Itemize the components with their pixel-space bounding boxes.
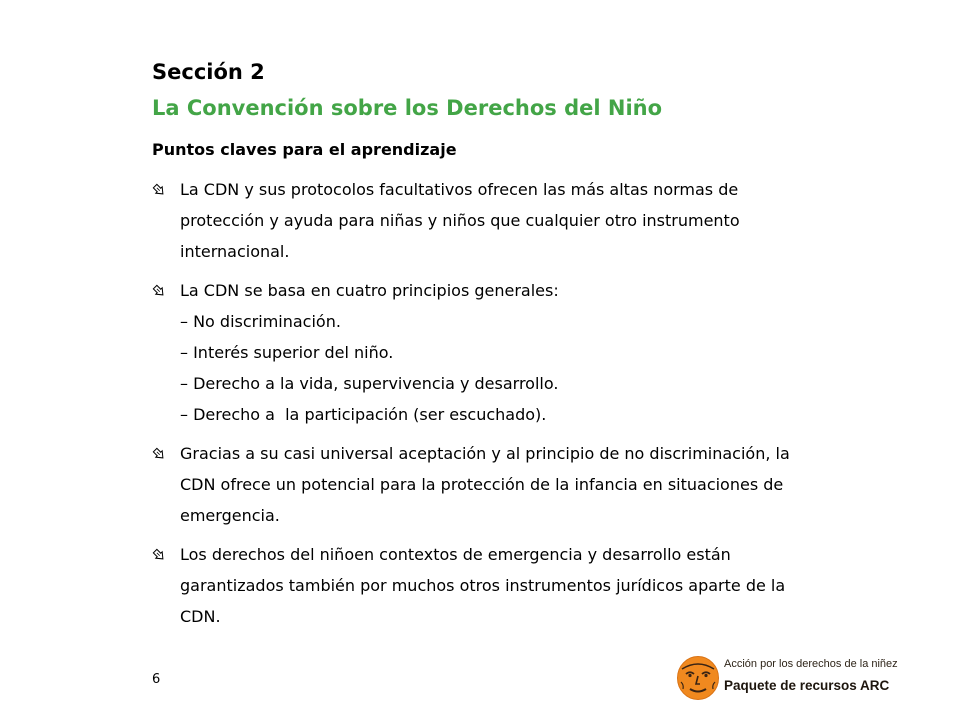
list-item-text: La CDN y sus protocolos facultativos ofrecen las más altas normas de — [180, 180, 739, 199]
pointing-hand-icon — [152, 548, 166, 562]
pointing-hand-icon — [152, 447, 166, 461]
list-item-text: Gracias a su casi universal aceptación y al principio de no discriminación, la — [180, 444, 790, 463]
list-item — [152, 275, 942, 430]
section-subtitle: Puntos claves para el aprendizaje — [152, 140, 457, 159]
list-item-text: internacional. — [180, 242, 290, 261]
logo-name: Paquete de recursos ARC — [724, 678, 890, 693]
list-item-text: garantizados también por muchos otros instrumentos jurídicos aparte de la — [180, 576, 786, 595]
arc-face-logo-icon — [676, 655, 720, 701]
list-item-text: La CDN se basa en cuatro principios generales: — [180, 281, 559, 300]
sub-item-text: – Derecho a la participación (ser escuchado). — [180, 405, 547, 424]
list-item — [152, 438, 942, 531]
list-item-text: protección y ayuda para niñas y niños que cualquier otro instrumento — [180, 211, 740, 230]
list-item-text: Los derechos del niñoen contextos de emergencia y desarrollo están — [180, 545, 731, 564]
list-item — [152, 539, 942, 632]
list-item-text: emergencia. — [180, 506, 280, 525]
key-points-list — [152, 174, 942, 640]
arc-logo — [676, 655, 936, 703]
sub-item-text: – Interés superior del niño. — [180, 343, 394, 362]
list-item — [152, 174, 942, 267]
page-number: 6 — [152, 672, 161, 687]
sub-item-text: – No discriminación. — [180, 312, 341, 331]
section-label: Sección 2 — [152, 60, 265, 84]
list-item-text: CDN. — [180, 607, 221, 626]
logo-tagline: Acción por los derechos de la niñez — [724, 658, 898, 670]
pointing-hand-icon — [152, 284, 166, 298]
sub-item-text: – Derecho a la vida, supervivencia y desarrollo. — [180, 374, 559, 393]
section-title: La Convención sobre los Derechos del Niño — [152, 96, 663, 120]
list-item-text: CDN ofrece un potencial para la protección de la infancia en situaciones de — [180, 475, 784, 494]
pointing-hand-icon — [152, 183, 166, 197]
